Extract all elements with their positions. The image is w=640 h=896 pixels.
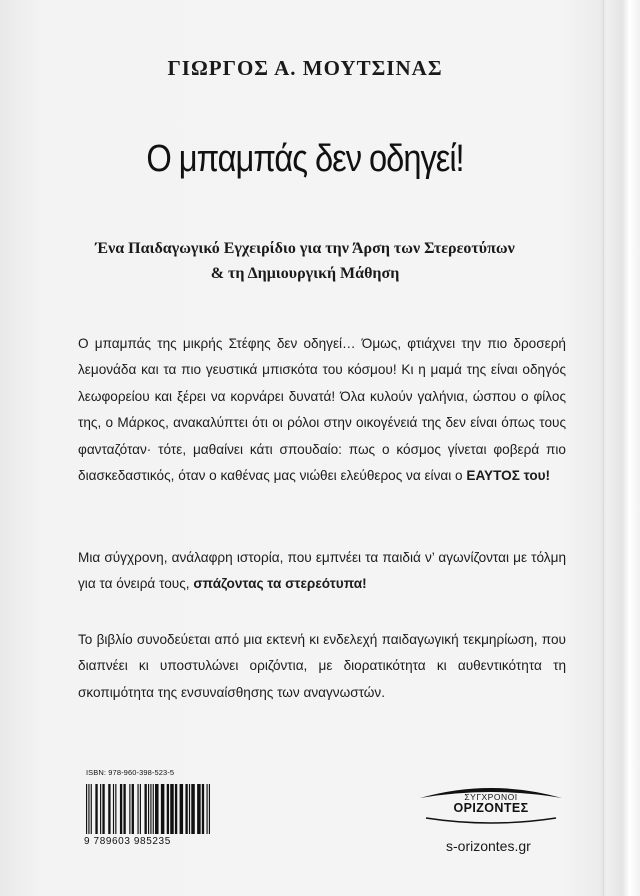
barcode-bar [153,784,154,834]
barcode-bar [206,784,207,834]
barcode-bar [161,784,165,834]
barcode-bar [132,784,134,834]
barcode-bar [144,784,146,834]
blurb-p1-text: Ο μπαμπάς της μικρής Στέφης δεν οδηγεί… Όμως, φτιάχνει την πιο δροσερή λεμονάδα και τα πιο γευστικά μπισκότα του κόσμου! Κι η μαμά της είναι οδηγός λεωφορείου και ξέρει να κορνάρει δυνατά! Όλα κυλούν γαλήνια, ώσπου ο φίλος της, ο Μάρκος, ανακαλύπτει ότι οι ρόλοι στην οικογένειά της δεν είναι όπως τους φανταζόταν· τότε, μαθαίνει κάτι σπουδαίο: πως ο κόσμος γίνεται φοβερά πιο διασκεδαστικός, όταν ο καθένας μας νιώθει ελεύθερος να είναι ο [78,336,566,484]
book-title: Ο μπαμπάς δεν οδηγεί! [146,138,464,180]
blurb-p1-emphasis: ΕΑΥΤΟΣ του! [466,468,551,484]
barcode-bar [123,784,125,834]
blurb-paragraph-1 [78,331,566,489]
publisher-logo [412,784,570,828]
subtitle-line-1: Ένα Παιδαγωγικό Εγχειρίδιο για την Άρση των Στερεοτύπων [95,240,515,257]
blurb-paragraph-2 [78,545,566,598]
barcode-bar [113,784,114,834]
subtitle-line-2: & τη Δημιουργική Μάθηση [210,265,400,282]
barcode-bar [170,784,174,834]
barcode-bar [197,784,201,834]
barcode-bar [202,784,204,834]
author-name: ΓΙΩΡΓΟΣ Α. ΜΟΥΤΣΙΝΑΣ [167,56,443,80]
isbn-digits: 9 789603 985235 [84,836,171,847]
barcode-bar [86,784,87,834]
barcode-bar [137,784,138,834]
barcode-bar [140,784,141,834]
barcode-image [86,784,210,834]
blurb-p2-text: Μια σύγχρονη, ανάλαφρη ιστορία, που εμπνέει τα παιδιά ν’ αγωνίζονται με τόλμη για τα όνειρά τους, [78,550,566,592]
barcode-bar [129,784,130,834]
barcode-bar [88,784,89,834]
barcode-bar [155,784,159,834]
barcode-bar [209,784,210,834]
barcode-bar [91,784,92,834]
barcode-bar [148,784,149,834]
barcode-bar [120,784,122,834]
barcode-bar [167,784,169,834]
barcode-bar [191,784,195,834]
blurb-p2-emphasis: σπάζοντας τα στερεότυπα! [193,576,367,592]
isbn-label: ISBN: 978-960-398-523-5 [86,768,175,777]
publisher-logo-top: ΣΥΓΧΡΟΝΟΙ [464,792,518,802]
barcode-bar [185,784,187,834]
publisher-logo-bottom: ΟΡΙΖΟΝΤΕΣ [453,801,529,815]
barcode-bar [108,784,110,834]
barcode-bar [180,784,184,834]
blurb-paragraph-3: Το βιβλίο συνοδεύεται από μια εκτενή κι ενδελεχή παιδαγωγική τεκμηρίωση, που διαπνέει κι υποστυλώνει οριζόντια, με διορατικότητα κι αυθεντικότητα τη σκοπιμότητα της ενσυναίσθησης των αναγνωστών. [78,632,566,700]
barcode-bar [150,784,151,834]
page-edge [622,0,640,896]
barcode-bar [175,784,177,834]
publisher-website-link[interactable]: s-orizontes.gr [446,838,531,854]
barcode-bar [95,784,97,834]
barcode-bar [100,784,101,834]
spine-fold [603,0,605,896]
barcode-bar [189,784,190,834]
barcode-bar [102,784,104,834]
book-subtitle [0,236,610,286]
barcode-bar [115,784,116,834]
